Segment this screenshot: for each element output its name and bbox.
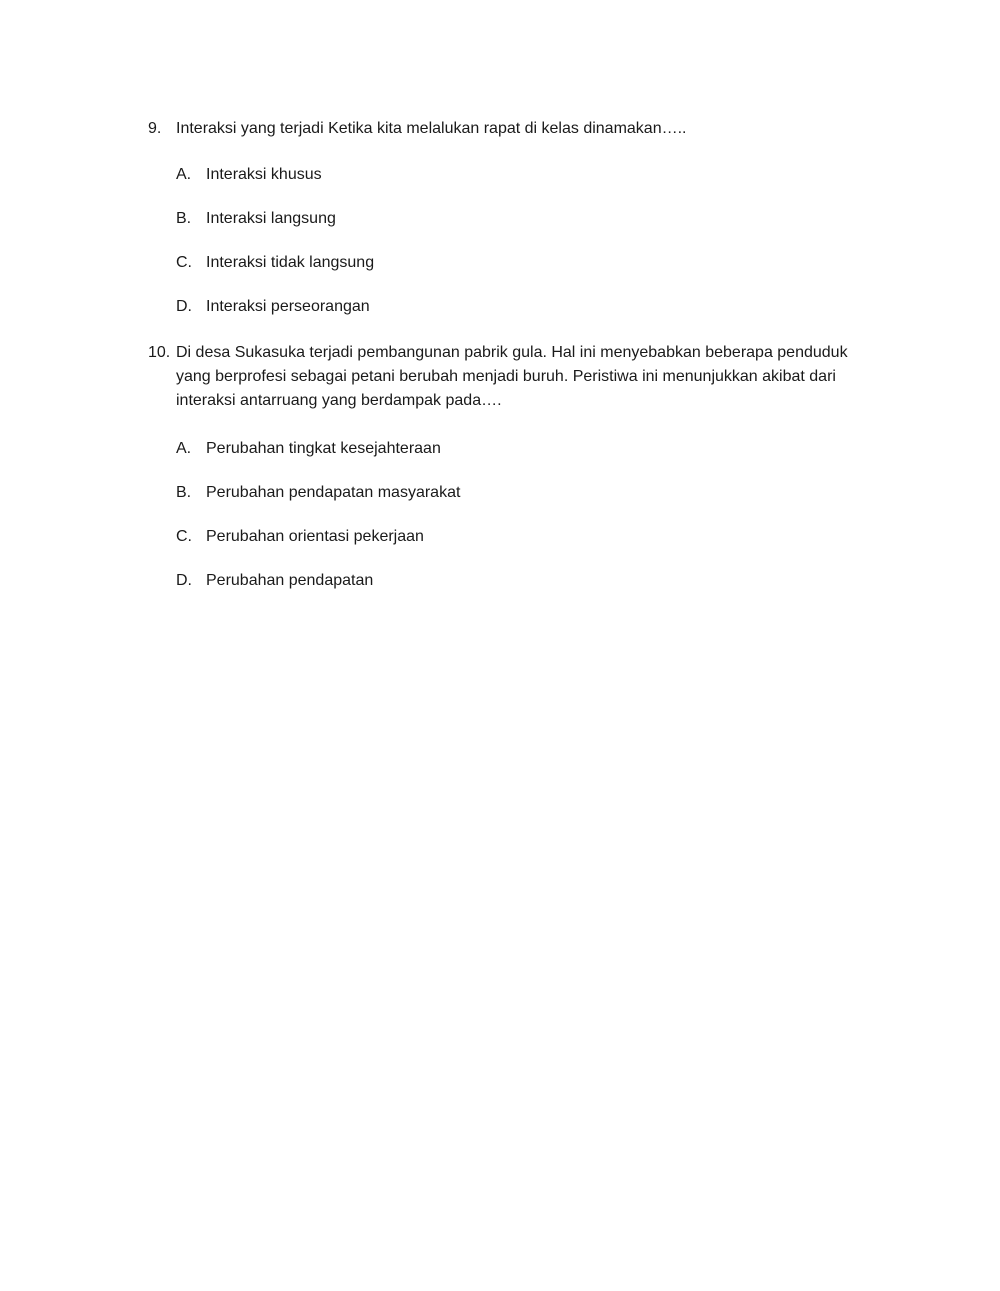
option-text: Perubahan pendapatan masyarakat — [206, 484, 461, 501]
option-b[interactable] — [176, 481, 868, 525]
question-10 — [148, 341, 868, 629]
option-letter: A. — [176, 440, 192, 457]
question-number: 10. — [148, 344, 171, 361]
option-c[interactable] — [176, 525, 868, 569]
option-text: Interaksi khusus — [206, 166, 322, 183]
option-d[interactable] — [176, 295, 868, 339]
option-text: Interaksi tidak langsung — [206, 254, 375, 271]
option-letter: C. — [176, 254, 192, 271]
question-text: Interaksi yang terjadi Ketika kita melalukan rapat di kelas dinamakan….. — [176, 120, 687, 137]
question-text: Di desa Sukasuka terjadi pembangunan pabrik gula. Hal ini menyebabkan beberapa penduduk yang berprofesi sebagai petani berubah menjadi buruh. Peristiwa ini menunjukkan akibat dari interaksi antarruang yang berdampak pada…. — [176, 344, 848, 409]
option-c[interactable] — [176, 251, 868, 295]
option-text: Perubahan pendapatan — [206, 572, 374, 589]
option-letter: B. — [176, 484, 192, 501]
option-text: Interaksi langsung — [206, 210, 336, 227]
option-letter: A. — [176, 166, 192, 183]
option-letter: D. — [176, 572, 192, 589]
option-letter: C. — [176, 528, 192, 545]
option-text: Perubahan tingkat kesejahteraan — [206, 440, 441, 457]
option-b[interactable] — [176, 207, 868, 251]
option-a[interactable] — [176, 163, 868, 207]
option-text: Perubahan orientasi pekerjaan — [206, 528, 424, 545]
answer-options — [176, 437, 868, 613]
question-number: 9. — [148, 120, 162, 137]
question-9 — [148, 117, 868, 355]
option-a[interactable] — [176, 437, 868, 481]
option-letter: B. — [176, 210, 192, 227]
answer-options — [176, 163, 868, 339]
option-text: Interaksi perseorangan — [206, 298, 370, 315]
option-letter: D. — [176, 298, 192, 315]
option-d[interactable] — [176, 569, 868, 613]
